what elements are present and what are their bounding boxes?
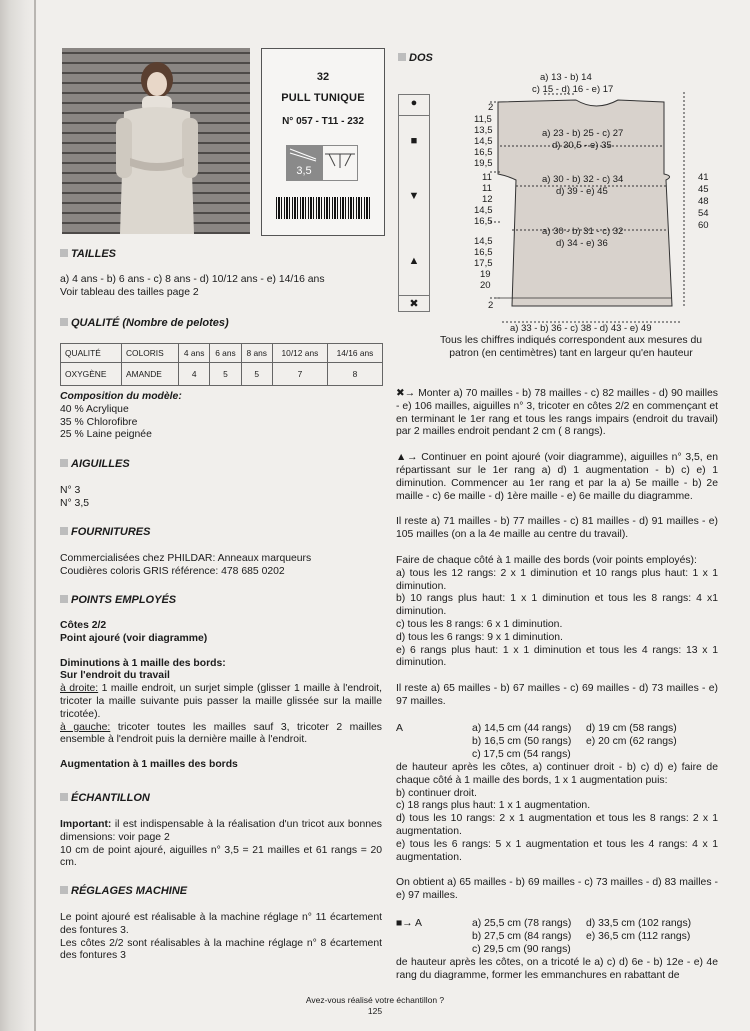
diagram-label-top2: c) 15 - d) 16 - e) 17 — [532, 84, 614, 95]
table-row — [61, 363, 383, 386]
instruction-faire: Faire de chaque côté à 1 maille des bords (voir points employés): — [396, 554, 697, 566]
table-cell: OXYGÈNE — [61, 363, 122, 386]
composition-item: 25 % Laine peignée — [60, 429, 152, 441]
table-cell: 4 — [179, 363, 210, 386]
b-col2 — [586, 918, 691, 944]
important-text: il est indispensable à la réalisation d'un tricot aux bonnes dimensions: voir page 2 — [60, 819, 382, 843]
diagram-right-label: 54 — [698, 208, 709, 219]
diagram-label-bottom: a) 33 - b) 36 - c) 38 - d) 43 - e) 49 — [510, 323, 652, 334]
instruction-monter: ✖→ Monter a) 70 mailles - b) 78 mailles - c) 82 mailles - d) 90 mailles - e) 106 mailles, aiguilles n° 3, tricoter en côtes 2/2 en commençant et en terminant le 1er rang et tous les rangs impairs (endroit du travail) par 2 mailles endroit pendant 2 cm ( 8 rangs). — [396, 388, 719, 438]
diagram-left-label: 14,5 — [474, 136, 493, 147]
b-col1 — [472, 918, 571, 956]
diagram-right-label: 60 — [698, 220, 709, 231]
triangle-down-icon: ▼ — [408, 190, 420, 202]
fournitures-heading: FOURNITURES — [60, 526, 150, 538]
pattern-title: PULL TUNIQUE — [281, 92, 365, 104]
square-icon: ■ — [410, 135, 418, 147]
height-item: a) 14,5 cm (44 rangs) — [472, 723, 572, 734]
instructions-block-1 — [396, 388, 718, 709]
girl-in-sweater-image — [102, 58, 212, 234]
a-col2 — [586, 723, 677, 749]
fournitures-line: Commercialisées chez PHILDAR: Anneaux marqueurs — [60, 553, 312, 564]
augmentation-title: Augmentation à 1 mailles des bords — [60, 759, 238, 771]
reglages-text — [60, 912, 382, 963]
diagram-left-label: 19,5 — [474, 158, 493, 169]
echantillon-line: 10 cm de point ajouré, aiguilles n° 3,5 = 21 mailles et 61 rangs = 20 cm. — [60, 844, 382, 869]
diminution-droite — [60, 683, 382, 721]
instruction-step: b) 10 rangs plus haut: 1 x 1 diminution et tous les 8 rangs: 4 x1 diminution. — [396, 593, 718, 618]
diminution-subtitle: Sur l'endroit du travail — [60, 670, 170, 682]
height-item: c) 29,5 cm (90 rangs) — [472, 943, 571, 955]
instruction-step: c) 18 rangs plus haut: 1 x 1 augmentation. — [396, 800, 591, 812]
instruction-reste2: Il reste a) 65 mailles - b) 67 mailles - c) 69 mailles - d) 73 mailles - e) 97 mailles. — [396, 683, 718, 707]
instruction-step: d) tous les 6 rangs: 9 x 1 diminution. — [396, 631, 563, 643]
diagram-left-label: 2 — [488, 300, 494, 311]
table-cell: 5 — [241, 363, 272, 386]
pattern-number: 32 — [316, 71, 330, 83]
model-photo — [62, 48, 250, 234]
page-binding-line — [34, 0, 36, 1031]
reglages-heading: RÉGLAGES MACHINE — [60, 885, 187, 897]
qualite-heading: QUALITÉ (Nombre de pelotes) — [60, 317, 229, 329]
back-schematic-diagram — [436, 72, 736, 372]
diagram-label-hip: a) 30 - b) 31 - c) 32 — [542, 226, 624, 237]
diagram-right-label: 45 — [698, 184, 709, 195]
instruction-step: b) continuer droit. — [396, 787, 477, 799]
height-item: d) 19 cm (58 rangs) — [586, 723, 677, 734]
table-cell: 7 — [272, 363, 327, 386]
page-binding-edge — [0, 0, 38, 1031]
tailles-ref: Voir tableau des tailles page 2 — [60, 286, 199, 298]
tailles-heading: TAILLES — [60, 248, 116, 260]
table-cell: COLORIS — [122, 344, 179, 363]
table-cell: 14/16 ans — [327, 344, 382, 363]
diagram-label-chest: a) 30 - b) 32 - c) 34 — [542, 174, 624, 185]
table-cell: AMANDE — [122, 363, 179, 386]
diagram-left-label: 16,5 — [474, 147, 493, 158]
diminution-gauche — [60, 722, 382, 748]
a-label: A — [396, 723, 403, 734]
droite-text: 1 maille endroit, un surjet simple (glisser 1 maille à l'endroit, tricoter la maille suivante puis passer la maille glissée sur la maille tricotée). — [60, 683, 383, 720]
diminution-title: Diminutions à 1 maille des bords: — [60, 657, 226, 669]
instruction-step: c) tous les 8 rangs: 6 x 1 diminution. — [396, 618, 563, 630]
instruction-continuer: ▲→ Continuer en point ajouré (voir diagramme), aiguilles n° 3,5, en répartissant sur le 1er rang a) d) 1 augmentation - b) c) e) 1 diminution. Commencer au 1er rang et par la a) 5e maille - b) 2e maille - c) 6e maille - d) 1ère maille - e) 6e maille du diagramme. — [396, 452, 718, 502]
quality-table — [60, 343, 383, 386]
symbol-sidebar — [398, 94, 430, 312]
aiguille-item: N° 3 — [60, 485, 81, 496]
tailles-sizes: a) 4 ans - b) 6 ans - c) 8 ans - d) 10/12 ans - e) 14/16 ans — [60, 274, 325, 285]
instructions-block-2 — [396, 762, 718, 903]
points-heading: POINTS EMPLOYÉS — [60, 594, 176, 606]
tailles-text — [60, 274, 390, 300]
height-item: b) 16,5 cm (50 rangs) — [472, 735, 572, 747]
diagram-left-label: 16,5 — [474, 216, 493, 227]
diagram-right-label: 41 — [698, 172, 709, 183]
diagram-left-label: 19 — [480, 269, 491, 280]
gauche-label: à gauche: — [60, 721, 111, 733]
table-cell: QUALITÉ — [61, 344, 122, 363]
echantillon-heading: ÉCHANTILLON — [60, 792, 150, 804]
diagram-left-label: 2 — [488, 102, 494, 113]
height-item: e) 20 cm (62 rangs) — [586, 735, 677, 747]
instruction-step: e) tous les 6 rangs: 5 x 1 augmentation et tous les 4 rangs: 4 x 1 augmentation. — [396, 838, 718, 863]
table-cell: 8 ans — [241, 344, 272, 363]
height-item: a) 25,5 cm (78 rangs) — [472, 918, 572, 929]
table-cell: 8 — [327, 363, 382, 386]
height-item: c) 17,5 cm (54 rangs) — [472, 748, 571, 760]
cross-icon: ✖ — [409, 298, 419, 310]
height-item: d) 33,5 cm (102 rangs) — [586, 918, 692, 929]
instructions-block-3: de hauteur après les côtes, on a tricoté le a) c) d) 6e - b) 12e - e) 4e rang du diagramme, former les emmanchures en rabattant de — [396, 957, 718, 981]
table-cell: 6 ans — [210, 344, 241, 363]
page-number: 125 — [367, 1006, 383, 1016]
barcode — [276, 197, 370, 219]
circle-icon: ● — [410, 97, 418, 109]
point-item: Point ajouré (voir diagramme) — [60, 632, 208, 644]
diagram-label-shoulder2: d) 30,5 - e) 35 — [552, 140, 612, 151]
diagram-left-label: 14,5 — [474, 205, 493, 216]
point-item: Côtes 2/2 — [60, 620, 107, 631]
diagram-label-chest2: d) 39 - e) 45 — [556, 186, 608, 197]
fournitures-text — [60, 553, 390, 579]
instruction-reste: Il reste a) 71 mailles - b) 77 mailles - c) 81 mailles - d) 91 mailles - e) 105 mailles (on a la 4e maille au centre du travail). — [396, 516, 718, 541]
needle-size-label: 3,5 — [296, 165, 312, 177]
dos-heading: DOS — [398, 52, 433, 64]
instruction-step: d) tous les 10 rangs: 2 x 1 augmentation et tous les 8 rangs: 2 x 1 augmentation. — [396, 813, 718, 837]
instruction-step: a) tous les 12 rangs: 2 x 1 diminution et 10 rangs plus haut: 1 x 1 diminution. — [396, 567, 718, 592]
diagram-label-hip2: d) 34 - e) 36 — [556, 238, 608, 249]
diagram-left-label: 13,5 — [474, 125, 493, 136]
diagram-label-shoulder: a) 23 - b) 25 - c) 27 — [542, 128, 624, 139]
composition-item: 35 % Chlorofibre — [60, 416, 138, 428]
instruction-after: de hauteur après les côtes, a) continuer droit - b) c) d) e) faire de chaque côté à 1 maille des bords, 1 x 1 augmentation puis: — [396, 762, 718, 786]
echantillon-text — [60, 819, 382, 870]
diagram-left-label: 11,5 — [474, 114, 492, 125]
pattern-reference: N° 057 - T11 - 232 — [282, 116, 364, 127]
needle-icon — [286, 145, 322, 181]
diagram-left-label: 11 — [482, 172, 492, 183]
footer-question: Avez-vous réalisé votre échantillon ? — [305, 995, 445, 1005]
table-header-row — [61, 344, 383, 363]
height-item: b) 27,5 cm (84 rangs) — [472, 930, 572, 942]
diagram-label-top: a) 13 - b) 14 — [540, 72, 592, 83]
aiguilles-heading: AIGUILLES — [60, 458, 130, 470]
important-label: Important: — [60, 819, 112, 830]
echantillon-important — [60, 819, 382, 845]
table-cell: 5 — [210, 363, 241, 386]
diagram-left-label: 16,5 — [474, 247, 493, 258]
reglages-line: Les côtes 2/2 sont réalisables à la machine réglage n° 8 écartement des fontures 3 — [60, 937, 382, 962]
aiguilles-list — [60, 485, 89, 511]
b-label: ■→ A — [396, 918, 422, 929]
composition-block — [60, 391, 380, 442]
diagram-left-label: 20 — [480, 280, 491, 291]
fournitures-line: Coudières coloris GRIS référence: 478 685 0202 — [60, 565, 285, 577]
diagram-left-label: 17,5 — [474, 258, 493, 269]
table-cell: 10/12 ans — [272, 344, 327, 363]
diagram-right-label: 48 — [698, 196, 709, 207]
droite-label: à droite: — [60, 683, 99, 695]
diagram-caption: Tous les chiffres indiqués correspondent aux mesures du patron (en centimètres) tant en largeur qu'en hauteur — [439, 335, 703, 359]
gauche-text: tricoter toutes les mailles sauf 3, tricoter 2 mailles ensemble à l'endroit puis la dernière maille à l'endroit. — [60, 721, 382, 746]
aiguille-item: N° 3,5 — [60, 497, 89, 509]
height-item: e) 36,5 cm (112 rangs) — [586, 930, 691, 942]
needle-size-box — [286, 145, 358, 181]
table-cell: 4 ans — [179, 344, 210, 363]
triangle-up-icon: ▲ — [408, 255, 420, 267]
composition-item: 40 % Acrylique — [60, 403, 129, 415]
reglages-line: Le point ajouré est réalisable à la machine réglage n° 11 écartement des fontures 3. — [60, 912, 382, 936]
points-text — [60, 620, 382, 772]
product-card — [261, 48, 385, 236]
machine-icon — [322, 145, 358, 181]
diagram-left-label: 11 — [482, 183, 492, 194]
diagram-left-label: 12 — [482, 194, 493, 205]
instruction-step: e) 6 rangs plus haut: 1 x 1 diminution et tous les 4 rangs: 13 x 1 diminution. — [396, 644, 718, 669]
instruction-obtient: On obtient a) 65 mailles - b) 69 mailles - c) 73 mailles - d) 83 mailles - e) 97 mailles. — [396, 877, 718, 902]
a-col1 — [472, 723, 571, 761]
diagram-left-label: 14,5 — [474, 236, 493, 247]
composition-title: Composition du modèle: — [60, 391, 182, 402]
